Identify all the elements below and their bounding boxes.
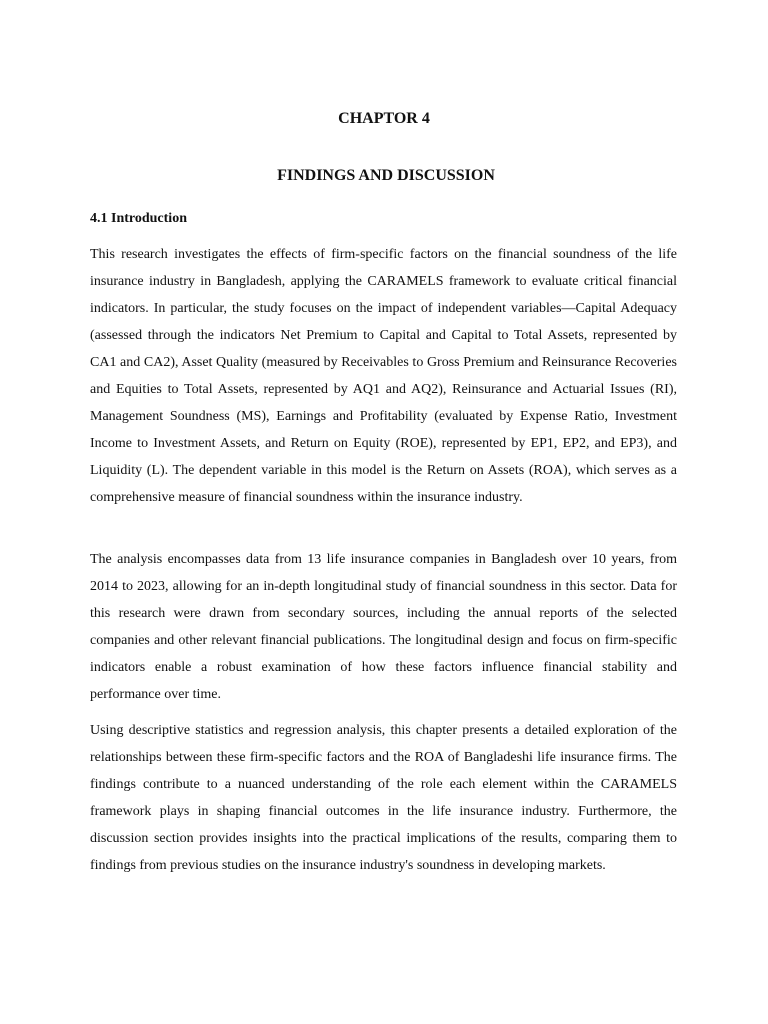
paragraph-methodology: Using descriptive statistics and regression analysis, this chapter presents a detailed exploration of the relationships between these firm-specific factors and the ROA of Bangladeshi life insurance firms. The findings contribute to a nuanced understanding of the role each element within the CARAMELS framework plays in shaping financial outcomes in the life insurance industry. Furthermore, the discussion section provides insights into the practical implications of the results, comparing them to findings from previous studies on the insurance industry's soundness in developing markets. <box>90 723 677 873</box>
paragraph-introduction: This research investigates the effects of firm-specific factors on the financial soundness of the life insurance industry in Bangladesh, applying the CARAMELS framework to evaluate critical financial indicators. In particular, the study focuses on the impact of independent variables—Capital Adequacy (assessed through the indicators Net Premium to Capital and Capital to Total Assets, represented by CA1 and CA2), Asset Quality (measured by Receivables to Gross Premium and Reinsurance Recoveries and Equities to Total Assets, represented by AQ1 and AQ2), Reinsurance and Actuarial Issues (RI), Management Soundness (MS), Earnings and Profitability (evaluated by Expense Ratio, Investment Income to Investment Assets, and Return on Equity (ROE), represented by EP1, EP2, and EP3), and Liquidity (L). The dependent variable in this model is the Return on Assets (ROA), which serves as a comprehensive measure of financial soundness within the insurance industry. <box>90 247 677 505</box>
section-heading: 4.1 Introduction <box>90 211 187 226</box>
paragraph-data-scope: The analysis encompasses data from 13 life insurance companies in Bangladesh over 10 years, from 2014 to 2023, allowing for an in-depth longitudinal study of financial soundness in this sector. Data for this research were drawn from secondary sources, including the annual reports of the selected companies and other relevant financial publications. The longitudinal design and focus on firm-specific indicators enable a robust examination of how these factors influence financial stability and performance over time. <box>90 552 677 702</box>
chapter-title: FINDINGS AND DISCUSSION <box>277 167 495 184</box>
chapter-label: CHAPTOR 4 <box>338 110 430 127</box>
